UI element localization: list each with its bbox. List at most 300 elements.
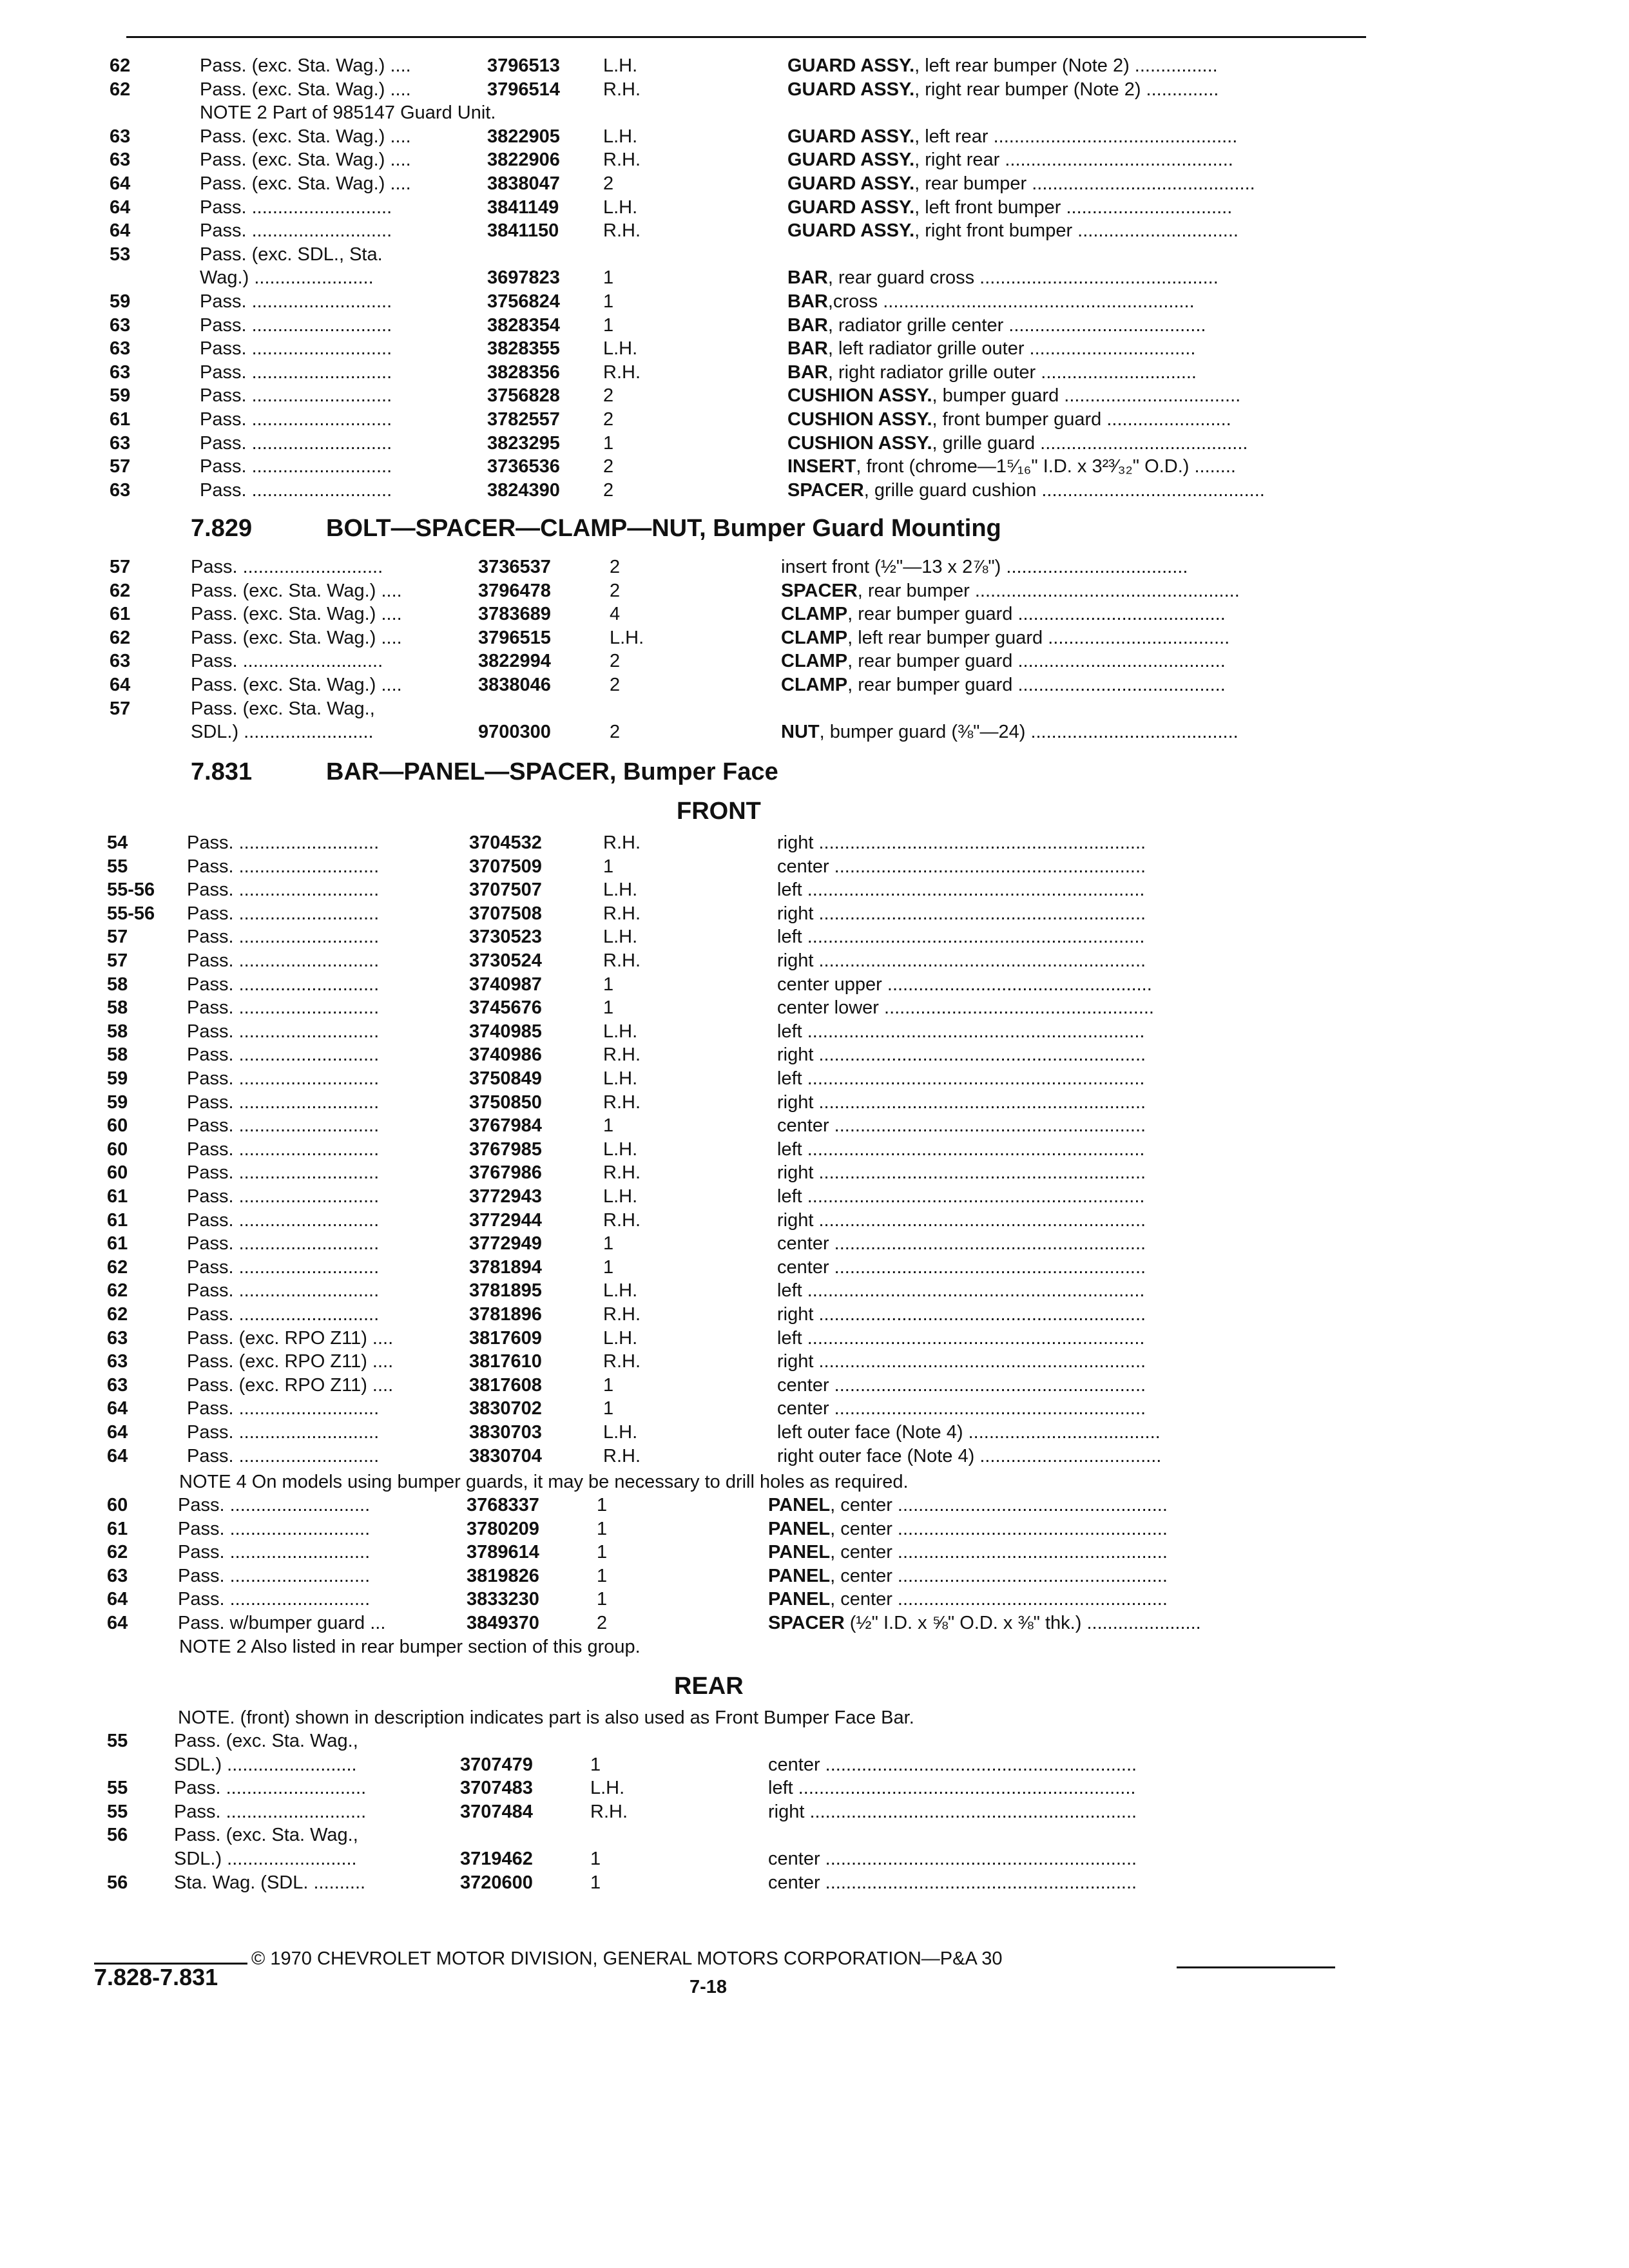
part-description <box>777 1114 1344 1137</box>
model-year: 63 <box>110 338 131 360</box>
model-description: Pass. ........................... <box>200 385 392 407</box>
quantity: L.H. <box>603 879 638 901</box>
part-description <box>777 1256 1344 1279</box>
model-description: Pass. ........................... <box>191 651 383 672</box>
part-detail: right ............................................................... <box>777 1162 1146 1184</box>
model-description: Pass. (exc. Sta. Wag.) .... <box>200 149 411 171</box>
model-description: Pass. ........................... <box>187 879 380 901</box>
part-detail: left ................................................................. <box>777 1068 1145 1089</box>
quantity: 1 <box>597 1565 608 1586</box>
catalog-row <box>110 579 1353 605</box>
part-detail: left ................................................................. <box>777 1021 1145 1042</box>
part-detail: left ................................................................. <box>777 1186 1145 1207</box>
catalog-row <box>110 172 1353 198</box>
part-detail: center ............................................................ <box>777 1398 1146 1419</box>
part-detail: center ............................................................ <box>777 1233 1146 1254</box>
quantity: L.H. <box>603 1422 638 1443</box>
part-name: INSERT <box>787 456 856 477</box>
part-detail: left outer face (Note 4) ..................................... <box>777 1422 1161 1443</box>
quantity: 1 <box>597 1542 608 1563</box>
part-number: 3819826 <box>467 1565 539 1586</box>
part-detail: center ............................................................ <box>777 856 1146 877</box>
model-description: Pass. ........................... <box>200 479 392 501</box>
catalog-row <box>110 432 1353 457</box>
catalog-row <box>107 996 1353 1022</box>
quantity: 2 <box>603 173 614 194</box>
quantity: R.H. <box>603 79 641 100</box>
part-number: 3781894 <box>469 1256 542 1278</box>
part-description <box>787 290 1354 313</box>
part-detail: right ............................................................... <box>777 903 1146 924</box>
part-description <box>777 1397 1344 1420</box>
part-detail: right ............................................................... <box>777 832 1146 853</box>
part-detail: , radiator grille center ...................................... <box>827 314 1206 336</box>
part-description <box>768 1871 1329 1894</box>
quantity: 1 <box>590 1872 601 1893</box>
quantity: 1 <box>603 997 614 1019</box>
model-year: 57 <box>110 557 131 577</box>
catalog-row <box>107 1161 1353 1187</box>
model-description: Pass. ........................... <box>187 1186 380 1207</box>
quantity: L.H. <box>603 126 638 147</box>
part-number: 3824390 <box>487 479 560 501</box>
model-year: 64 <box>110 220 131 242</box>
quantity: 1 <box>603 267 614 289</box>
model-year: 60 <box>107 1162 128 1184</box>
part-number: 3768337 <box>467 1495 539 1515</box>
part-description <box>777 925 1344 948</box>
part-name: BAR <box>787 267 828 289</box>
part-number: 3707507 <box>469 879 542 901</box>
model-year: 62 <box>110 55 131 76</box>
catalog-row <box>110 101 1353 127</box>
part-detail: , center .................................................... <box>830 1518 1168 1539</box>
catalog-row <box>107 1847 1353 1873</box>
model-year: 63 <box>110 432 131 454</box>
part-number: 3817609 <box>469 1327 542 1349</box>
part-name: BAR <box>787 314 828 336</box>
catalog-row <box>107 1256 1353 1282</box>
model-description: Pass. (exc. Sta. Wag.) .... <box>200 173 411 194</box>
part-detail: center ............................................................ <box>768 1872 1137 1893</box>
catalog-row <box>107 1588 1353 1613</box>
quantity: R.H. <box>603 1091 641 1113</box>
part-number: 3707509 <box>469 856 542 877</box>
quantity: 1 <box>603 291 614 312</box>
note-4: NOTE 4 On models using bumper guards, it may be necessary to drill holes as required. <box>179 1472 909 1492</box>
catalog-row <box>110 266 1353 292</box>
part-number: 3750850 <box>469 1091 542 1113</box>
model-year: 59 <box>107 1091 128 1113</box>
part-detail: , rear bumper guard ........................................ <box>847 675 1226 695</box>
part-name: CUSHION ASSY. <box>787 385 932 407</box>
footer-section-number: 7.828-7.831 <box>94 1964 218 1990</box>
part-name: PANEL <box>768 1495 831 1515</box>
model-description: Pass. ........................... <box>200 291 392 312</box>
quantity: 2 <box>603 456 614 477</box>
model-year: 64 <box>107 1613 128 1633</box>
part-number: 3822905 <box>487 126 560 147</box>
catalog-row <box>110 243 1353 269</box>
model-year: 56 <box>107 1872 128 1893</box>
part-description <box>768 1800 1329 1823</box>
model-year: 60 <box>107 1115 128 1137</box>
quantity: R.H. <box>603 361 641 383</box>
part-detail: , left rear bumper (Note 2) ................ <box>914 55 1218 76</box>
part-name: PANEL <box>768 1518 831 1539</box>
model-year: 64 <box>107 1589 128 1610</box>
catalog-row <box>107 1114 1353 1140</box>
part-description <box>768 1494 1342 1517</box>
model-year: 60 <box>107 1495 128 1515</box>
part-number: 3730524 <box>469 950 542 971</box>
part-detail: insert front (½"—13 x 2⅞") ................................... <box>781 557 1188 577</box>
part-description <box>787 196 1354 219</box>
quantity: 2 <box>610 722 621 743</box>
part-number: 3830702 <box>469 1398 542 1419</box>
part-description <box>777 878 1344 901</box>
catalog-row <box>107 1564 1353 1590</box>
part-description <box>787 172 1354 195</box>
model-description: Pass. (exc. RPO Z11) .... <box>187 1327 394 1349</box>
section-heading-7829 <box>191 514 1001 543</box>
part-number: 3817610 <box>469 1351 542 1372</box>
part-number: 3841149 <box>487 197 559 218</box>
catalog-row <box>110 384 1353 410</box>
model-year: 62 <box>110 79 131 100</box>
part-description <box>777 1279 1344 1302</box>
model-year: 58 <box>107 997 128 1019</box>
model-description: Pass. (exc. Sta. Wag., <box>174 1731 358 1751</box>
catalog-row <box>107 1729 1353 1755</box>
catalog-row <box>107 855 1353 881</box>
model-description: Pass. (exc. RPO Z11) .... <box>187 1351 394 1372</box>
model-year: 64 <box>107 1398 128 1419</box>
catalog-row <box>107 878 1353 904</box>
part-description <box>787 408 1354 431</box>
model-year: 63 <box>110 314 131 336</box>
model-description: Pass. ........................... <box>187 1280 380 1302</box>
part-number: 3841150 <box>487 220 559 242</box>
catalog-row <box>110 361 1353 387</box>
part-detail: left ................................................................. <box>777 1139 1145 1160</box>
model-year: 63 <box>107 1327 128 1349</box>
part-number: 3817608 <box>469 1374 542 1396</box>
part-description <box>777 1020 1344 1043</box>
catalog-row <box>110 602 1353 628</box>
quantity: 4 <box>610 604 621 625</box>
quantity: R.H. <box>603 1445 641 1466</box>
part-description <box>777 973 1344 996</box>
part-detail: , center .................................................... <box>830 1565 1168 1586</box>
part-name: BAR <box>787 361 828 383</box>
part-name: PANEL <box>768 1542 831 1563</box>
part-detail: right ............................................................... <box>777 1351 1146 1372</box>
part-name: PANEL <box>768 1589 831 1610</box>
model-description: Pass. (exc. Sta. Wag., <box>191 698 375 719</box>
part-number: 3740987 <box>469 974 542 995</box>
part-detail: , grille guard cushion ........................................... <box>863 479 1265 501</box>
quantity: R.H. <box>603 149 641 171</box>
catalog-row <box>107 1185 1353 1211</box>
model-year: 58 <box>107 1044 128 1066</box>
catalog-row <box>107 1138 1353 1164</box>
part-detail: ,cross ............................................................ <box>827 291 1195 312</box>
model-description: Pass. (exc. Sta. Wag.) .... <box>191 627 402 648</box>
catalog-row <box>107 1327 1353 1352</box>
part-description <box>787 432 1354 455</box>
model-description: Pass. ........................... <box>200 314 392 336</box>
part-description <box>781 720 1354 744</box>
catalog-row <box>107 1776 1353 1802</box>
section-title: BOLT—SPACER—CLAMP—NUT, <box>326 515 706 542</box>
model-year: 61 <box>107 1518 128 1539</box>
catalog-row <box>110 626 1353 652</box>
part-detail: left ................................................................. <box>777 1327 1145 1349</box>
part-detail: right ............................................................... <box>777 1044 1146 1066</box>
part-number: 3822906 <box>487 149 560 171</box>
part-description <box>781 626 1354 649</box>
catalog-row <box>107 1421 1353 1446</box>
part-description <box>777 1421 1344 1444</box>
part-description <box>777 996 1344 1019</box>
part-detail: , left rear ............................................... <box>914 126 1238 147</box>
model-description: Pass. ........................... <box>200 432 392 454</box>
part-number: 3849370 <box>467 1613 539 1633</box>
part-description <box>787 148 1354 171</box>
model-description: Pass. ........................... <box>187 974 380 995</box>
quantity: R.H. <box>603 832 641 853</box>
model-year: 63 <box>110 361 131 383</box>
quantity: L.H. <box>603 338 638 360</box>
model-year: 58 <box>107 974 128 995</box>
part-description <box>787 266 1354 289</box>
catalog-row <box>107 949 1353 975</box>
part-detail: right ............................................................... <box>768 1801 1137 1822</box>
model-description: Pass. ........................... <box>200 361 392 383</box>
part-detail: center lower .................................................... <box>777 997 1154 1019</box>
catalog-row <box>107 1753 1353 1779</box>
part-name: CLAMP <box>781 604 848 625</box>
catalog-row <box>110 673 1353 699</box>
part-number: 3740985 <box>469 1021 542 1042</box>
catalog-row <box>107 1611 1353 1637</box>
quantity: R.H. <box>603 1044 641 1066</box>
section-heading-7831 <box>191 758 778 786</box>
part-description <box>787 455 1354 478</box>
section-subtitle: Bumper Guard Mounting <box>713 515 1001 542</box>
part-name: GUARD ASSY. <box>787 79 915 100</box>
catalog-row <box>107 1517 1353 1543</box>
model-year: 57 <box>110 698 131 719</box>
quantity: L.H. <box>603 1139 638 1160</box>
model-year: 62 <box>107 1542 128 1563</box>
part-detail: , center .................................................... <box>830 1542 1168 1563</box>
part-description <box>777 1138 1344 1161</box>
catalog-row <box>107 1232 1353 1258</box>
part-description <box>768 1753 1329 1776</box>
quantity: 2 <box>610 651 621 672</box>
model-description: Pass. (exc. RPO Z11) .... <box>187 1374 394 1396</box>
quantity: 1 <box>603 1374 614 1396</box>
part-name: NUT <box>781 722 820 743</box>
quantity: 2 <box>610 557 621 577</box>
part-detail: , center .................................................... <box>830 1589 1168 1610</box>
catalog-row <box>107 902 1353 928</box>
model-description: Pass. (exc. Sta. Wag.) .... <box>191 604 402 625</box>
quantity: 2 <box>610 675 621 695</box>
section-number: 7.829 <box>191 515 253 542</box>
part-description <box>781 555 1354 579</box>
part-description <box>777 1091 1344 1114</box>
quantity: 1 <box>603 432 614 454</box>
model-description: Sta. Wag. (SDL. .......... <box>174 1872 366 1893</box>
part-number: 3730523 <box>469 927 542 948</box>
part-number: 3796514 <box>487 79 560 100</box>
quantity: 1 <box>597 1518 608 1539</box>
catalog-row <box>110 720 1353 746</box>
model-year: 55 <box>107 1731 128 1751</box>
part-number: 3736536 <box>487 456 560 477</box>
part-description <box>777 1043 1344 1066</box>
part-number: 3796515 <box>478 627 551 648</box>
model-year: 55-56 <box>107 879 155 901</box>
part-detail: , right front bumper ............................... <box>914 220 1239 242</box>
front-subheading: FRONT <box>677 798 761 825</box>
part-number: 3782557 <box>487 409 560 430</box>
part-number: 3789614 <box>467 1542 539 1563</box>
part-name: BAR <box>787 338 828 360</box>
part-description <box>768 1776 1329 1800</box>
part-description <box>777 1303 1344 1326</box>
part-description <box>781 579 1354 602</box>
part-detail: center ............................................................ <box>777 1115 1146 1137</box>
model-description: Pass. ........................... <box>187 832 380 853</box>
part-name: PANEL <box>768 1565 831 1586</box>
catalog-row <box>107 831 1353 857</box>
part-detail: , bumper guard .................................. <box>932 385 1241 407</box>
part-number: 3740986 <box>469 1044 542 1066</box>
quantity: 1 <box>603 1115 614 1137</box>
quantity: 2 <box>597 1613 608 1633</box>
part-number: 3697823 <box>487 267 560 289</box>
part-description <box>777 1209 1344 1232</box>
quantity: L.H. <box>610 627 644 648</box>
model-description: Pass. ........................... <box>191 557 383 577</box>
part-number: 3783689 <box>478 604 551 625</box>
model-description: Pass. ........................... <box>178 1542 371 1563</box>
catalog-row <box>107 1067 1353 1093</box>
part-detail: , front (chrome—1⁵⁄₁₆" I.D. x 3²³⁄₃₂" O.D.) ........ <box>856 456 1236 477</box>
model-year: 64 <box>107 1422 128 1443</box>
quantity: 2 <box>610 580 621 601</box>
model-description: Pass. ........................... <box>187 903 380 924</box>
part-detail: , right rear ............................................ <box>914 149 1233 171</box>
part-description <box>777 1232 1344 1255</box>
part-name: GUARD ASSY. <box>787 126 915 147</box>
model-year: 63 <box>110 479 131 501</box>
part-description <box>777 1445 1344 1468</box>
part-detail: , right radiator grille outer .............................. <box>827 361 1197 383</box>
model-description: Pass. ........................... <box>187 1256 380 1278</box>
part-description <box>777 1327 1344 1350</box>
catalog-row <box>107 1823 1353 1849</box>
model-description: Pass. (exc. SDL., Sta. <box>200 244 383 265</box>
catalog-row <box>107 1020 1353 1046</box>
model-description: Pass. ........................... <box>200 409 392 430</box>
model-description: Pass. w/bumper guard ... <box>178 1613 386 1633</box>
part-number: 3823295 <box>487 432 560 454</box>
catalog-row <box>110 408 1353 434</box>
catalog-row <box>107 1374 1353 1399</box>
part-description <box>781 649 1354 673</box>
part-number: 3745676 <box>469 997 542 1019</box>
model-description: Pass. ........................... <box>187 927 380 948</box>
part-detail: , center .................................................... <box>830 1495 1168 1515</box>
model-description: Pass. ........................... <box>178 1495 371 1515</box>
part-detail: , rear bumper ................................................... <box>857 580 1240 601</box>
model-description: SDL.) ......................... <box>191 722 374 743</box>
model-description: Pass. ........................... <box>200 197 392 218</box>
model-year: 61 <box>107 1186 128 1207</box>
part-description <box>777 1067 1344 1090</box>
quantity: 1 <box>603 1398 614 1419</box>
model-year: 61 <box>110 409 131 430</box>
part-number: 3830704 <box>469 1445 542 1466</box>
quantity: 1 <box>603 974 614 995</box>
part-number: 3707484 <box>460 1801 533 1822</box>
model-description: Pass. (exc. Sta. Wag.) .... <box>200 126 411 147</box>
model-description: Pass. ........................... <box>187 1139 380 1160</box>
model-year: 59 <box>107 1068 128 1089</box>
part-detail: left ................................................................. <box>777 927 1145 948</box>
part-detail: center ............................................................ <box>768 1754 1137 1775</box>
model-description: Pass. ........................... <box>187 1233 380 1254</box>
part-description <box>787 337 1354 360</box>
part-description <box>777 902 1344 925</box>
part-detail: , left rear bumper guard ................................... <box>847 627 1230 648</box>
catalog-row <box>107 1303 1353 1329</box>
part-number: 3720600 <box>460 1872 533 1893</box>
model-description: Pass. ........................... <box>187 1044 380 1066</box>
catalog-row <box>110 290 1353 316</box>
quantity: 1 <box>590 1754 601 1775</box>
model-year: 63 <box>107 1565 128 1586</box>
part-name: CUSHION ASSY. <box>787 432 932 454</box>
quantity: 1 <box>603 1256 614 1278</box>
part-number: 3830703 <box>469 1422 542 1443</box>
quantity: L.H. <box>603 55 638 76</box>
rear-subheading: REAR <box>674 1673 744 1700</box>
part-name: CLAMP <box>781 627 848 648</box>
quantity: 1 <box>597 1495 608 1515</box>
quantity: R.H. <box>603 950 641 971</box>
part-name: SPACER <box>768 1613 845 1633</box>
part-number: 3736537 <box>478 557 551 577</box>
model-year: 63 <box>110 651 131 672</box>
model-description: Pass. ........................... <box>187 1209 380 1231</box>
quantity: R.H. <box>603 1162 641 1184</box>
part-description <box>781 602 1354 626</box>
part-number: 3756824 <box>487 291 560 312</box>
model-year: 62 <box>107 1304 128 1325</box>
quantity: L.H. <box>603 927 638 948</box>
model-year: 63 <box>107 1374 128 1396</box>
part-number: 3767985 <box>469 1139 542 1160</box>
part-detail: , grille guard ........................................ <box>932 432 1248 454</box>
model-description: Pass. ........................... <box>174 1801 367 1822</box>
part-detail: , left front bumper ................................ <box>914 197 1233 218</box>
